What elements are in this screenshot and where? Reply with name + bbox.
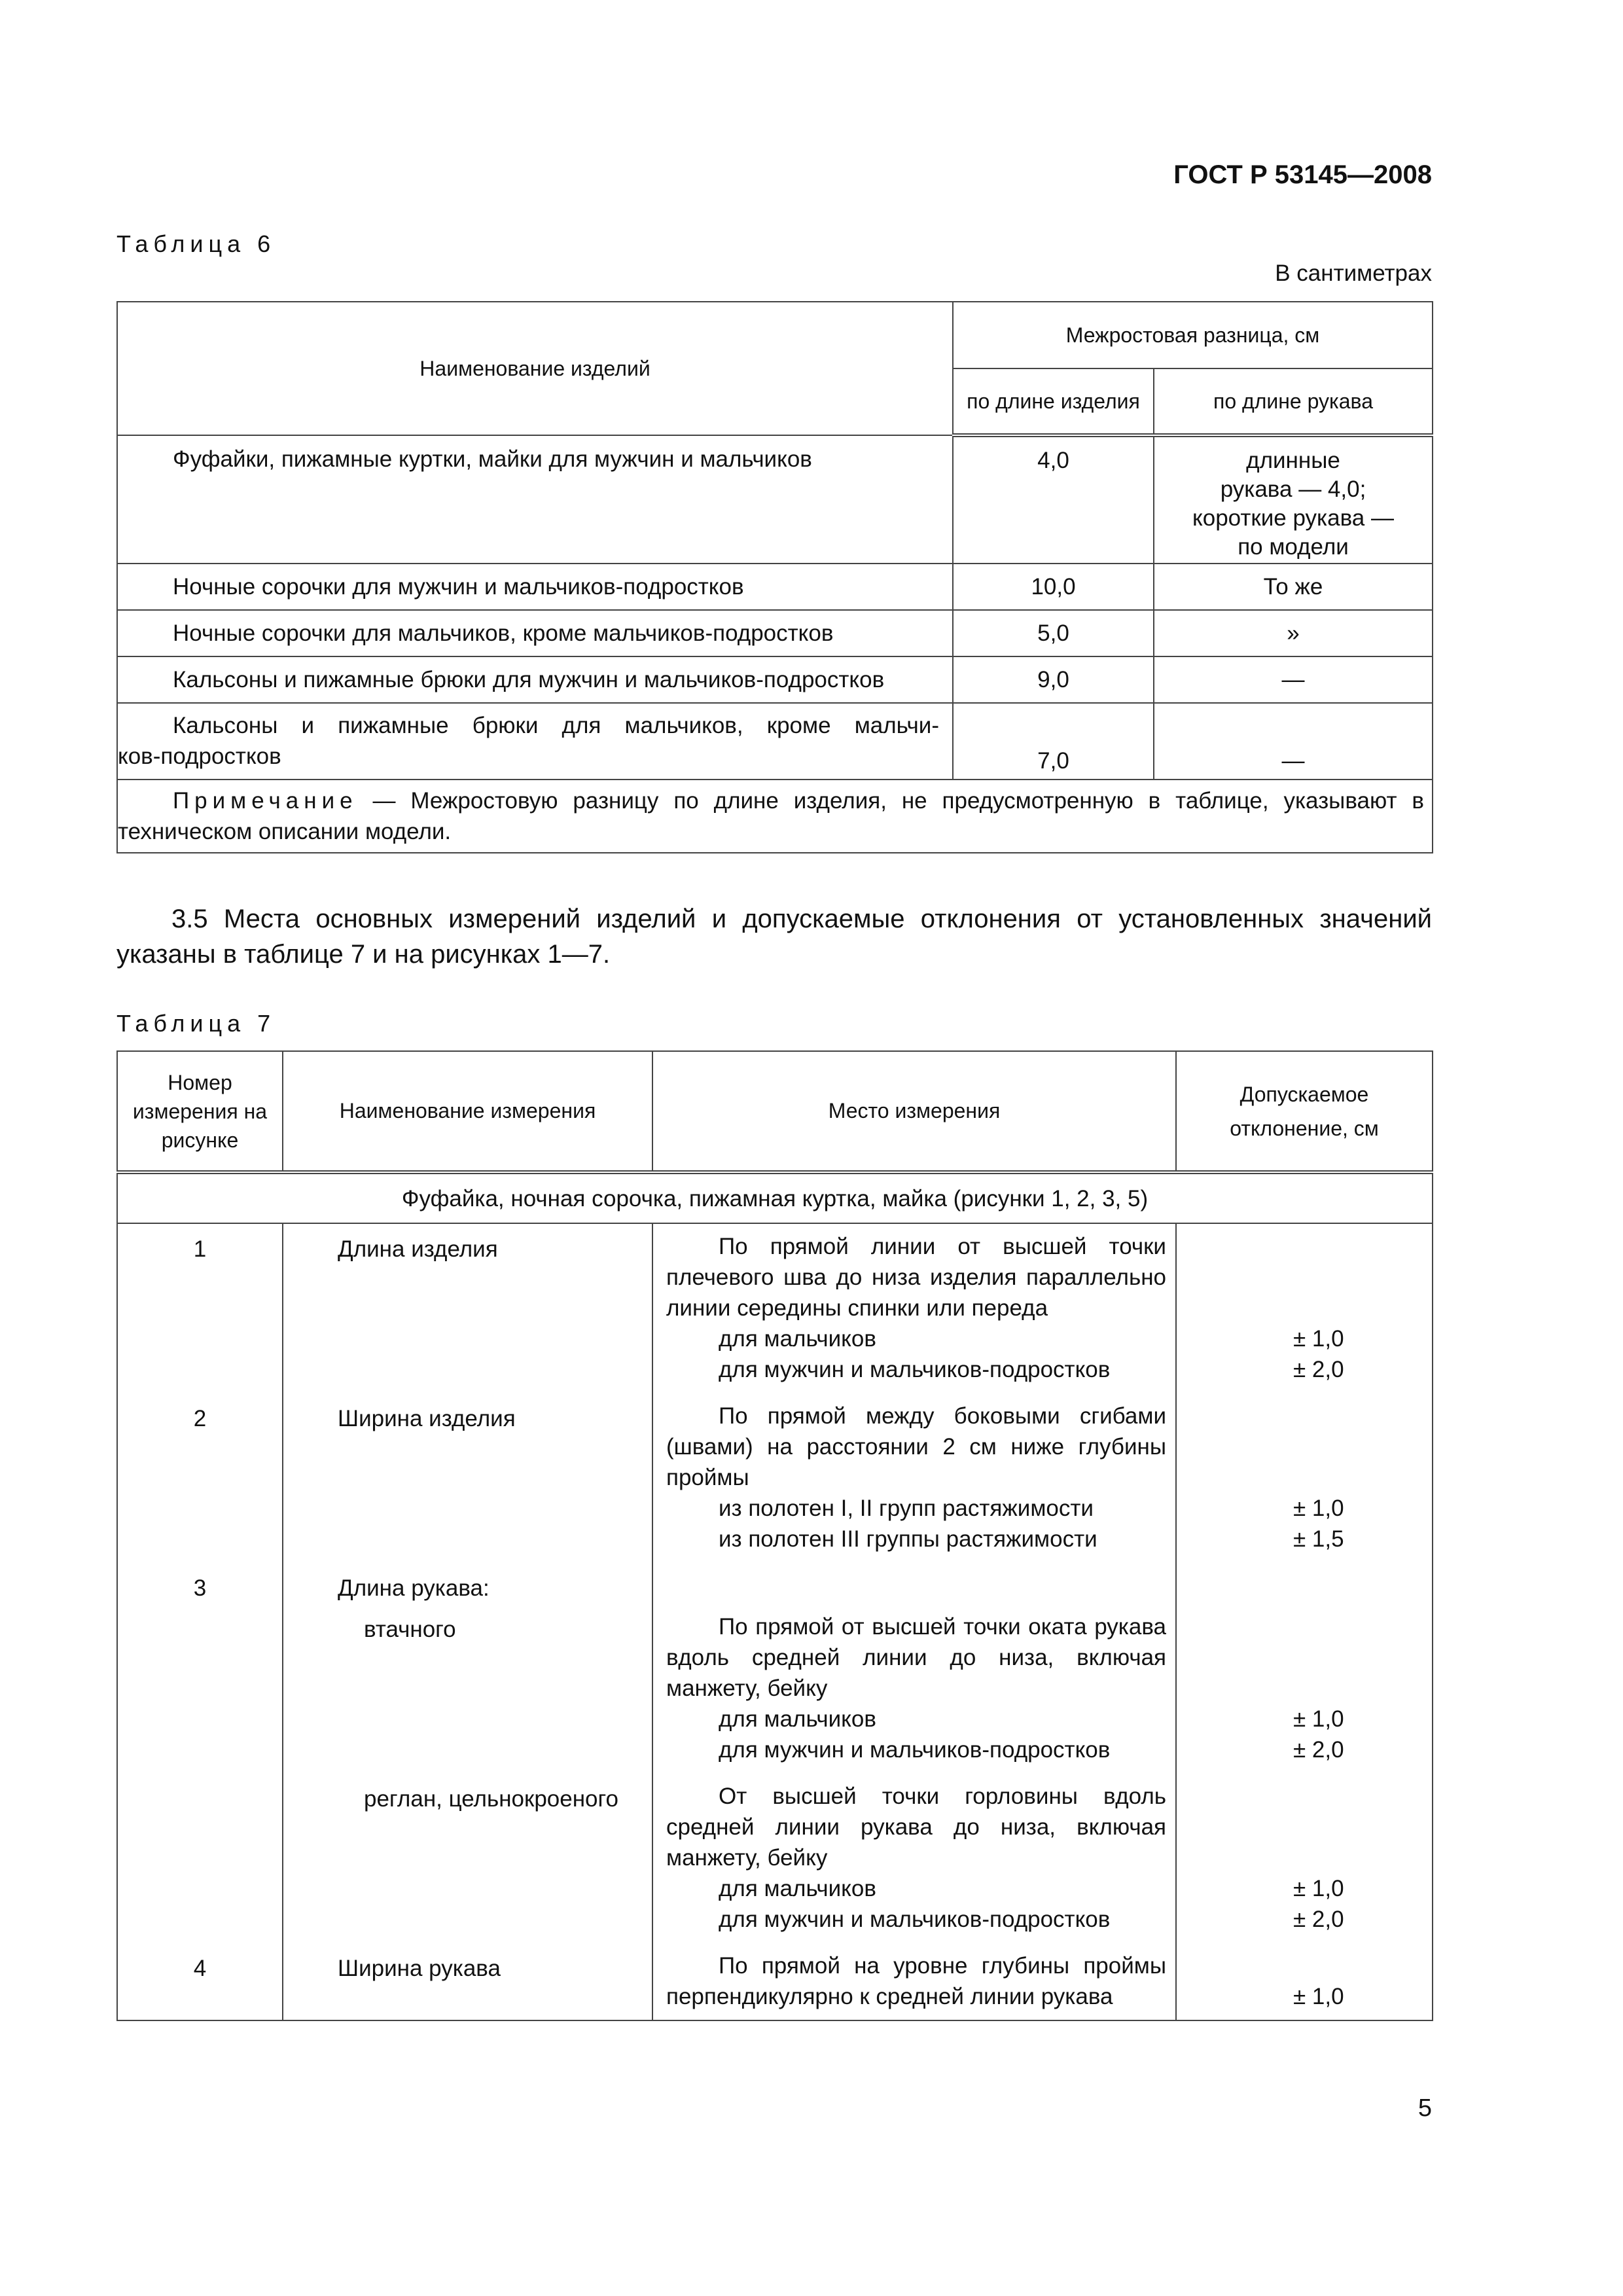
table-row — [117, 435, 1433, 564]
table-row — [117, 1393, 1433, 1562]
t7-r3a-place: По прямой от высшей точки оката рукава вдоль средней линии до низа, включая манжету, бейку — [666, 1614, 1166, 1701]
table-row — [117, 1223, 1433, 1393]
t7-r3-num: 3 — [117, 1562, 283, 1604]
t7-r2-num: 2 — [117, 1393, 283, 1562]
t7-r3b-place: От высшей точки горловины вдоль средней линии рукава до низа, включая манжету, бейку — [666, 1784, 1166, 1871]
page-number: 5 — [1418, 2094, 1432, 2122]
t7-r2-tol-2: ± 1,5 — [1293, 1526, 1344, 1552]
table-row — [117, 703, 1433, 780]
t7-r4-name: Ширина рукава — [283, 1943, 652, 2020]
table7-header — [116, 1050, 1433, 1224]
t7-head-place: Место измерения — [652, 1051, 1176, 1172]
t7-head-tol-2: отклонение, см — [1230, 1116, 1379, 1140]
table6-note-row — [117, 780, 1433, 853]
t6-head-sleeve: по длине рукава — [1154, 368, 1433, 435]
t7-r1-item-1: для мальчиков — [719, 1326, 876, 1352]
t7-r3b-item-1: для мальчиков — [719, 1876, 876, 1901]
t6-row4-name: Кальсоны и пижамные брюки для мужчин и мальчиков-подростков — [117, 656, 953, 703]
table6-caption: Таблица 6 — [116, 230, 276, 257]
table-row — [117, 1943, 1433, 2020]
t7-r1-name: Длина изделия — [283, 1223, 652, 1393]
t7-r2-item-2: из полотен III группы растяжимости — [719, 1526, 1097, 1552]
t6-row3-name: Ночные сорочки для мальчиков, кроме мальчиков-подростков — [117, 610, 953, 656]
t7-r3b-name: реглан, цельнокроеного — [283, 1773, 652, 1943]
t6-row1-name: Фуфайки, пижамные куртки, майки для мужчин и мальчиков — [117, 435, 953, 564]
t6-row2-length: 10,0 — [953, 564, 1154, 610]
t7-head-num: Номер измерения на рисунке — [117, 1051, 283, 1172]
t7-r3a-item-2: для мужчин и мальчиков-подростков — [719, 1737, 1111, 1763]
t6-row4-length: 9,0 — [953, 656, 1154, 703]
t7-section-title: Фуфайка, ночная сорочка, пижамная куртка, майка (рисунки 1, 2, 3, 5) — [117, 1172, 1433, 1223]
table-row — [117, 610, 1433, 656]
t6-note-label: Примечание — [173, 788, 358, 814]
t6-head-length: по длине изделия — [953, 368, 1154, 435]
t7-r1-item-2: для мужчин и мальчиков-подростков — [719, 1357, 1111, 1382]
t6-row2-name: Ночные сорочки для мужчин и мальчиков-подростков — [117, 564, 953, 610]
table-row — [117, 1562, 1433, 1604]
t6-row5-name-1: Кальсоны и пижамные брюки для мальчиков, кроме мальчи- — [173, 713, 939, 738]
t7-r1-tol-2: ± 2,0 — [1293, 1357, 1344, 1382]
t6-row1-sleeve-3: короткие рукава — — [1192, 505, 1394, 531]
t6-row1-sleeve-1: длинные — [1246, 448, 1340, 473]
t7-head-name: Наименование измерения — [283, 1051, 652, 1172]
t7-r4-num: 4 — [117, 1943, 283, 2020]
t7-r2-item-1: из полотен I, II групп растяжимости — [719, 1496, 1094, 1521]
t6-row1-sleeve-2: рукава — 4,0; — [1220, 476, 1366, 502]
t6-row5-name-2: ков-подростков — [118, 744, 281, 769]
t7-head-tol-1: Допускаемое — [1240, 1082, 1369, 1106]
table-row — [117, 656, 1433, 703]
t7-r3a-tol-1: ± 1,0 — [1293, 1706, 1344, 1732]
t7-r3b-item-2: для мужчин и мальчиков-подростков — [719, 1907, 1111, 1932]
t7-r3b-tol-1: ± 1,0 — [1293, 1876, 1344, 1901]
t7-r4-place: По прямой на уровне глубины проймы перпендикулярно к средней линии рукава — [666, 1953, 1166, 2009]
t7-r3b-tol-2: ± 2,0 — [1293, 1907, 1344, 1932]
t7-r2-name: Ширина изделия — [283, 1393, 652, 1562]
t7-r1-num: 1 — [117, 1223, 283, 1393]
t6-head-group: Межростовая разница, см — [953, 302, 1433, 368]
t7-r3a-item-1: для мальчиков — [719, 1706, 876, 1732]
paragraph-3-5: 3.5 Места основных измерений изделий и допускаемые отклонения от установленных значений указаны в таблице 7 и на рисунках 1—7. — [116, 905, 1432, 969]
t7-r1-tol-1: ± 1,0 — [1293, 1326, 1344, 1352]
t7-r2-place: По прямой между боковыми сгибами (швами) на расстоянии 2 см ниже глубины проймы — [666, 1403, 1166, 1490]
document-id: ГОСТ Р 53145—2008 — [1173, 160, 1432, 189]
t6-head-name: Наименование изделий — [117, 302, 953, 435]
table-row — [117, 1773, 1433, 1943]
table7-caption: Таблица 7 — [116, 1010, 276, 1037]
table6 — [116, 301, 1433, 853]
t6-row5-length: 7,0 — [953, 703, 1154, 780]
table-row — [117, 1604, 1433, 1773]
t7-r3a-name: втачного — [283, 1604, 652, 1773]
t7-r1-place: По прямой линии от высшей точки плечевого шва до низа изделия параллельно линии середины спинки или переда — [666, 1234, 1166, 1321]
t6-row4-sleeve: — — [1154, 656, 1433, 703]
table7-body — [116, 1223, 1433, 2021]
t6-row3-sleeve: » — [1154, 610, 1433, 656]
t6-row2-sleeve: То же — [1154, 564, 1433, 610]
t6-note-text: — Межростовую разницу по длине изделия, не предусмотренную в таблице, указывают в техническом описании модели. — [118, 788, 1424, 844]
table6-units: В сантиметрах — [1275, 260, 1432, 286]
t6-row3-length: 5,0 — [953, 610, 1154, 656]
t7-r4-tol-1: ± 1,0 — [1293, 1984, 1344, 2009]
t6-row1-sleeve-4: по модели — [1238, 534, 1349, 560]
t6-row5-sleeve: — — [1154, 703, 1433, 780]
t6-row1-length: 4,0 — [953, 435, 1154, 564]
table-row — [117, 564, 1433, 610]
t7-r3a-tol-2: ± 2,0 — [1293, 1737, 1344, 1763]
t7-r2-tol-1: ± 1,0 — [1293, 1496, 1344, 1521]
t7-r3-name: Длина рукава: — [283, 1562, 652, 1604]
